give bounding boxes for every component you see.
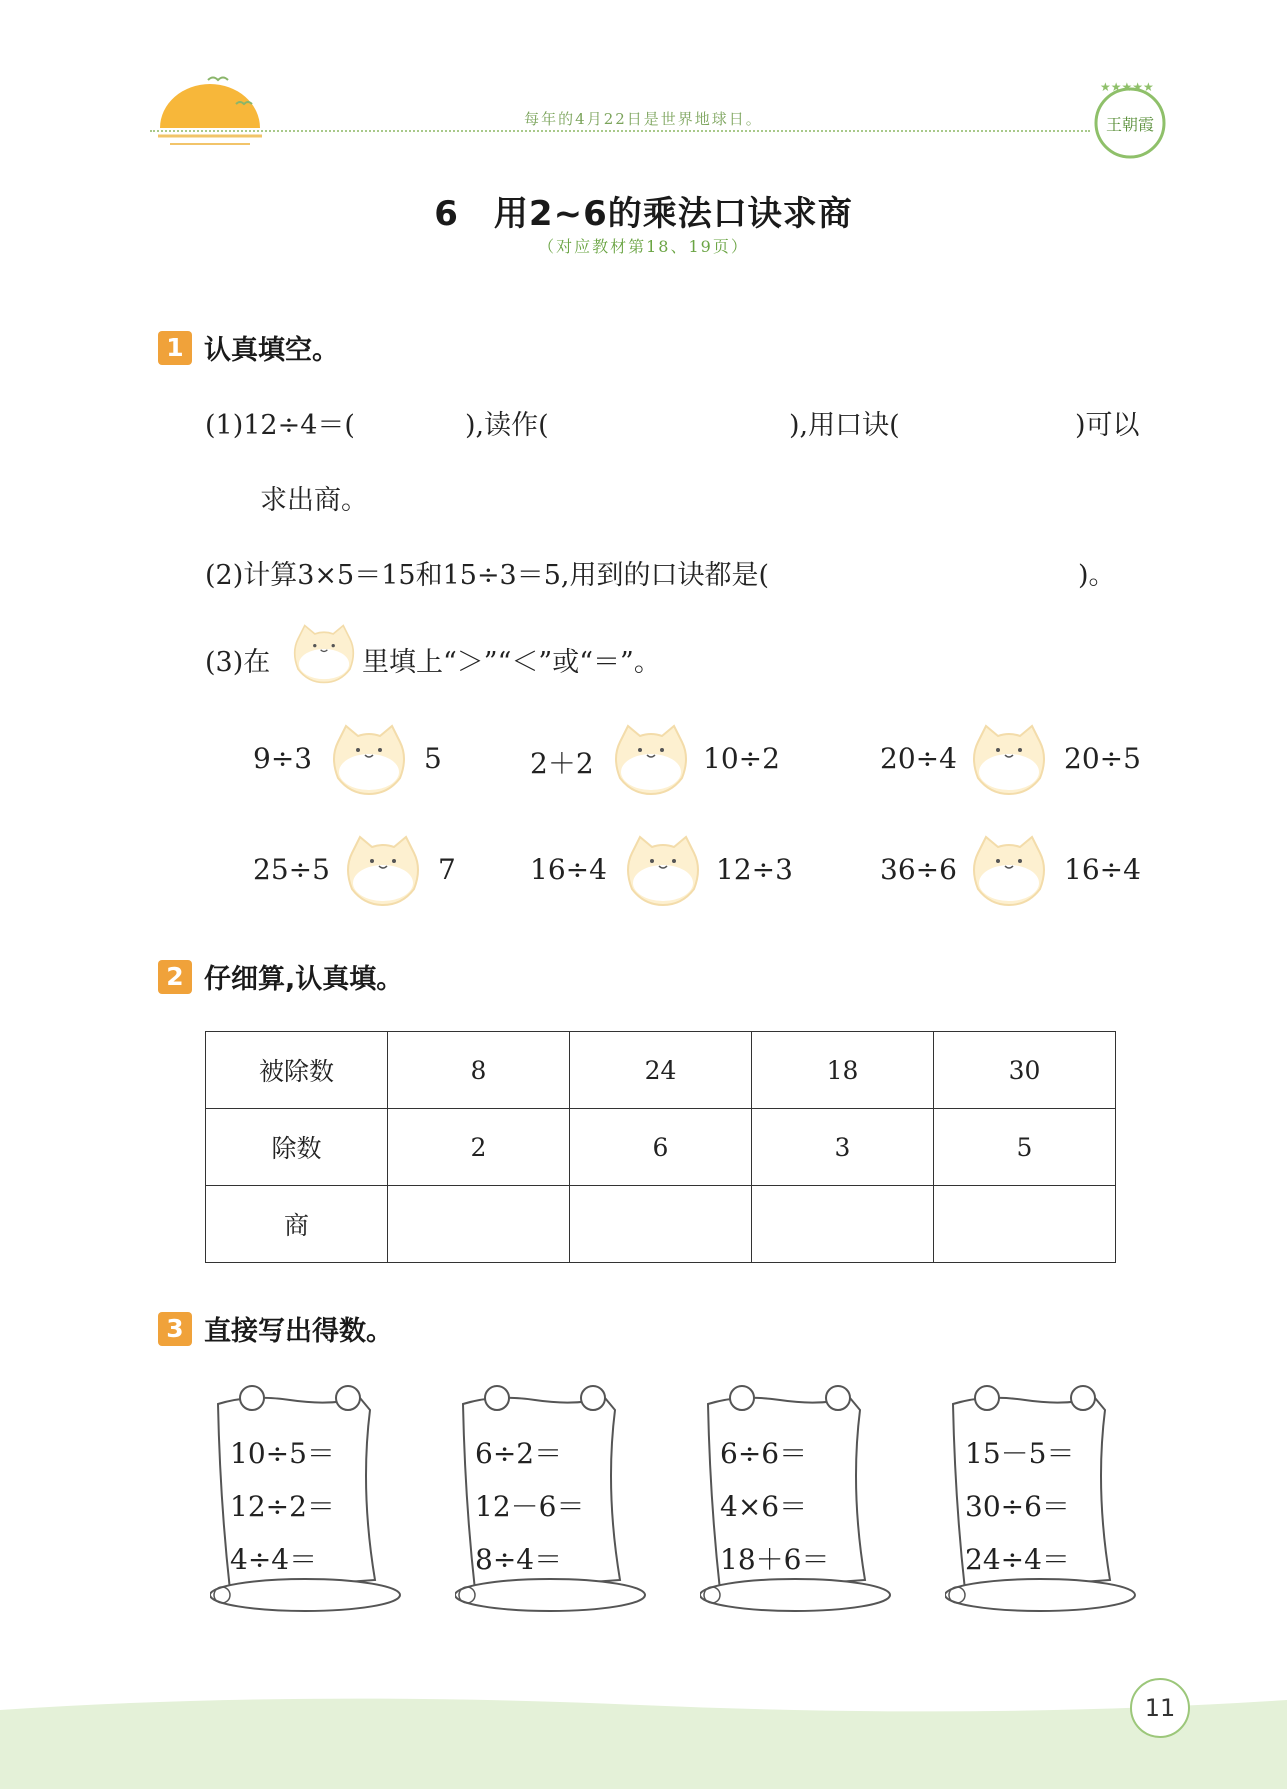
question-1-part-e: 求出商。 — [260, 485, 368, 516]
table-cell: 30 — [934, 1032, 1116, 1109]
compare-left: 16÷4 — [530, 853, 607, 886]
page-title: 6 用2~6的乘法口诀求商 — [434, 194, 853, 234]
table-cell: 18 — [752, 1032, 934, 1109]
section-title: 直接写出得数。 — [204, 1316, 393, 1347]
answer-cell[interactable] — [570, 1186, 752, 1263]
expression: 6÷6＝ — [720, 1437, 808, 1470]
compare-left: 9÷3 — [253, 742, 313, 775]
table-cell: 24 — [570, 1032, 752, 1109]
expression: 30÷6＝ — [965, 1490, 1070, 1523]
footer-hills — [0, 1680, 1287, 1789]
answer-cell[interactable] — [934, 1186, 1116, 1263]
question-2-part-b: )。 — [1078, 560, 1116, 591]
scroll-card — [700, 1380, 900, 1620]
cat-face-icon[interactable] — [608, 722, 694, 798]
table-row — [206, 1186, 1116, 1263]
compare-right: 7 — [438, 853, 456, 886]
expression: 4÷4＝ — [230, 1543, 318, 1576]
compare-right: 12÷3 — [716, 853, 793, 886]
question-1-part-c: ),用口诀( — [789, 410, 900, 441]
question-1-part-b: ),读作( — [465, 410, 549, 441]
cat-face-icon[interactable] — [326, 722, 412, 798]
svg-text:★★★★★: ★★★★★ — [1100, 80, 1154, 94]
question-1-part-a: (1)12÷4＝( — [205, 410, 355, 441]
cat-face-icon[interactable] — [620, 833, 706, 909]
scroll-card — [210, 1380, 410, 1620]
question-3-part-a: (3)在 — [205, 647, 271, 678]
table-cell: 5 — [934, 1109, 1116, 1186]
svg-text:王朝霞: 王朝霞 — [1105, 115, 1155, 134]
compare-left: 36÷6 — [880, 853, 957, 886]
header-divider — [150, 130, 1090, 132]
scroll-card — [455, 1380, 655, 1620]
section-1-heading — [158, 328, 339, 367]
expression: 8÷4＝ — [475, 1543, 563, 1576]
brand-logo — [1085, 75, 1175, 165]
answer-cell[interactable] — [388, 1186, 570, 1263]
question-1-part-d: )可以 — [1075, 410, 1140, 441]
table-cell: 6 — [570, 1109, 752, 1186]
cat-face-icon[interactable] — [966, 722, 1052, 798]
question-2-part-a: (2)计算3×5＝15和15÷3＝5,用到的口诀都是( — [205, 560, 770, 591]
row-label: 被除数 — [206, 1032, 388, 1109]
table-cell: 8 — [388, 1032, 570, 1109]
answer-cell[interactable] — [752, 1186, 934, 1263]
section-number: 3 — [158, 1312, 192, 1346]
table-cell: 3 — [752, 1109, 934, 1186]
expression: 6÷2＝ — [475, 1437, 563, 1470]
table-cell: 2 — [388, 1109, 570, 1186]
page-subtitle: （对应教材第18、19页） — [538, 237, 749, 256]
table-row — [206, 1032, 1116, 1109]
compare-left: 20÷4 — [880, 742, 957, 775]
compare-right: 16÷4 — [1064, 853, 1141, 886]
sunset-icon — [150, 60, 270, 150]
section-number: 1 — [158, 331, 192, 365]
compare-left: 2＋2 — [530, 747, 594, 780]
expression: 18＋6＝ — [720, 1543, 830, 1576]
scroll-card — [945, 1380, 1145, 1620]
section-number: 2 — [158, 960, 192, 994]
compare-left: 25÷5 — [253, 853, 330, 886]
expression: 12÷2＝ — [230, 1490, 335, 1523]
row-label: 商 — [206, 1186, 388, 1263]
cat-face-icon[interactable] — [340, 833, 426, 909]
question-3-part-b: 里填上“＞”“＜”或“＝”。 — [362, 647, 661, 678]
table-row — [206, 1109, 1116, 1186]
cat-face-icon — [288, 622, 360, 686]
expression: 24÷4＝ — [965, 1543, 1070, 1576]
division-table — [205, 1031, 1116, 1263]
cat-face-icon[interactable] — [966, 833, 1052, 909]
expression: 12－6＝ — [475, 1490, 585, 1523]
compare-right: 10÷2 — [703, 742, 780, 775]
section-2-heading — [158, 957, 403, 996]
page-number: 11 — [1130, 1678, 1190, 1738]
section-title: 仔细算,认真填。 — [204, 964, 404, 995]
compare-right: 20÷5 — [1064, 742, 1141, 775]
expression: 10÷5＝ — [230, 1437, 335, 1470]
expression: 15－5＝ — [965, 1437, 1075, 1470]
compare-right: 5 — [424, 742, 442, 775]
row-label: 除数 — [206, 1109, 388, 1186]
header-tip: 每年的4月22日是世界地球日。 — [524, 110, 763, 128]
section-title: 认真填空。 — [204, 335, 339, 366]
expression: 4×6＝ — [720, 1490, 808, 1523]
section-3-heading — [158, 1309, 393, 1348]
